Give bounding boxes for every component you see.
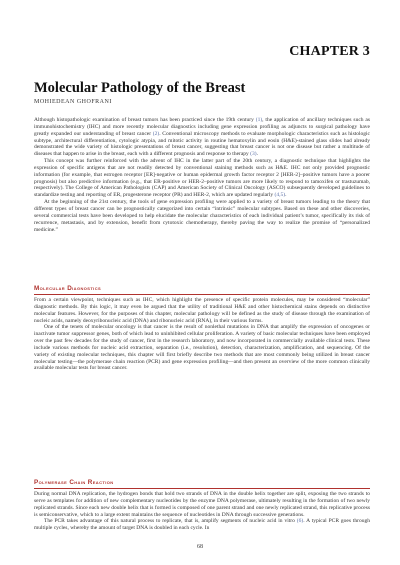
pcr-paragraph-1: During normal DNA replication, the hydrogen bonds that hold two strands of DNA in the double helix together are split, exposing the two strands to serve as templates for addition of new complementary nucleotides by the enzyme DNA polymerase, ultimately resulting in the formation of two newly replicated strands. Since each new double helix that is formed is composed of one parent strand and one newly replicated strand, this replicative process is semiconservative, which to a large extent maintains the sequence of nucleotides in DNA through successive generations. — [34, 491, 370, 518]
reference-link[interactable]: (2) — [152, 130, 160, 137]
md-paragraph-1: From a certain viewpoint, techniques such as IHC, which highlight the presence of specific protein molecules, may be considered “molecular” diagnostic methods. By this logic, it may even be argued that the utility of traditional H&E and other histochemical stains depends on distinctive molecular features. However, for the purposes of this chapter, molecular pathology will be defined as the study of disease through the examination of nucleic acids, namely deoxyribonucleic acid (DNA) and ribonucleic acid (RNA), in their various forms. — [34, 297, 370, 324]
text-run: Although histopathologic examination of breast tumors has been practiced since the 19th century — [34, 117, 256, 123]
reference-link[interactable]: (1) — [255, 117, 263, 123]
section-heading-molecular-diagnostics: Molecular Diagnostics — [34, 285, 370, 295]
text-run: . — [256, 151, 258, 158]
reference-link[interactable]: (4,5) — [274, 192, 286, 199]
chapter-label: CHAPTER 3 — [289, 44, 370, 59]
text-run: . — [285, 192, 287, 199]
chapter-title: Molecular Pathology of the Breast — [34, 80, 246, 96]
text-run: . Conventional microscopy methods to evaluate morphologic characteristics such as histologic subtype, architectural differentiation, cytologic atypia, and mitotic activity in routine hematoxylin and eosin (H&E)-stained glass slides had already demonstrated the wide variety of histologic presentations of breast cancer, suggesting that breast cancer is not one disease but rather a multitude of diseases that happen to arise in the breast, each with a different prognosis and response to therapy — [34, 130, 370, 158]
pcr-section — [34, 491, 370, 532]
reference-link[interactable]: (3) — [250, 151, 257, 158]
md-paragraph-2: One of the tenets of molecular oncology is that cancer is the result of nonlethal mutations in DNA that amplify the expression of oncogenes or inactivate tumor suppressor genes, both of which lead to uninhibited cellular proliferation. A variety of basic molecular techniques have been employed over the past few decades for the study of cancer, first in the research laboratory, and now incorporated in commercially available clinical tests. These include various methods for nucleic acid extraction, separation (i.e., resolution), detection, characterization, amplification, and sequencing. Of the variety of existing molecular techniques, this chapter will first briefly describe two methods that are most commonly being utilized in breast cancer molecular testing—the polymerase chain reaction (PCR) and gene expression profiling—and then present an overview of the more common clinically available molecular tests for breast cancer. — [34, 324, 370, 372]
text-run: The PCR takes advantage of this natural process to replicate, that is, amplify segments of nucleic acid in vitro — [44, 518, 297, 525]
text-run: . A typical PCR goes through multiple cycles, whereby the amount of target DNA is doubled in each cycle. In — [34, 518, 371, 532]
pcr-paragraph-2 — [34, 518, 370, 532]
intro-paragraph-1 — [34, 117, 370, 158]
page-number: 68 — [197, 544, 203, 550]
intro-paragraph-2 — [34, 158, 370, 199]
section-heading-pcr: Polymerase Chain Reaction — [34, 479, 370, 489]
intro-section — [34, 117, 370, 233]
intro-paragraph-3: At the beginning of the 21st century, the tools of gene expression profiling were applied to a variety of breast tumors leading to the theory that different types of breast cancer can be prognostically categorized into certain “intrinsic” molecular subtypes. Based on these and other discoveries, several commercial tests have been developed to help elucidate the molecular characteristics of each individual patient’s tumor, specifically its risk of recurrence, metastasis, and by extension, benefit from cytotoxic chemotherapy, thereby paving the way to realize the promise of “personalized medicine.” — [34, 199, 370, 233]
author-name: MOHIEDEAN GHOFRANI — [34, 99, 112, 105]
reference-link[interactable]: (6) — [296, 518, 304, 525]
text-run: This concept was further reinforced with the advent of IHC in the latter part of the 20th century, a diagnostic technique that highlights the expression of specific antigens that are not readily detected by conventional staining methods such as H&E. IHC not only provided prognostic information (for example, that estrogen receptor [ER]-negative or human epidermal growth factor receptor 2 [HER-2]–positive tumors have a poorer prognosis) but also predictive information (e.g., that ER-positive or HER-2–positive tumors are more likely to respond to tamoxifen or trastuzumab, respectively). The College of American Pathologists (CAP) and American Society of Clinical Oncology (ASCO) subsequently developed guidelines to standardize testing and reporting of ER, progesterone receptor (PR) and HER-2, which are updated regularly — [34, 158, 370, 199]
molecular-diagnostics-section — [34, 297, 370, 372]
text-run: , the application of ancillary techniques such as immunohistochemistry (IHC) and more recently molecular diagnostics including gene expression profiling as adjuncts to surgical pathology have greatly expanded our understanding of breast cancer — [34, 117, 370, 137]
